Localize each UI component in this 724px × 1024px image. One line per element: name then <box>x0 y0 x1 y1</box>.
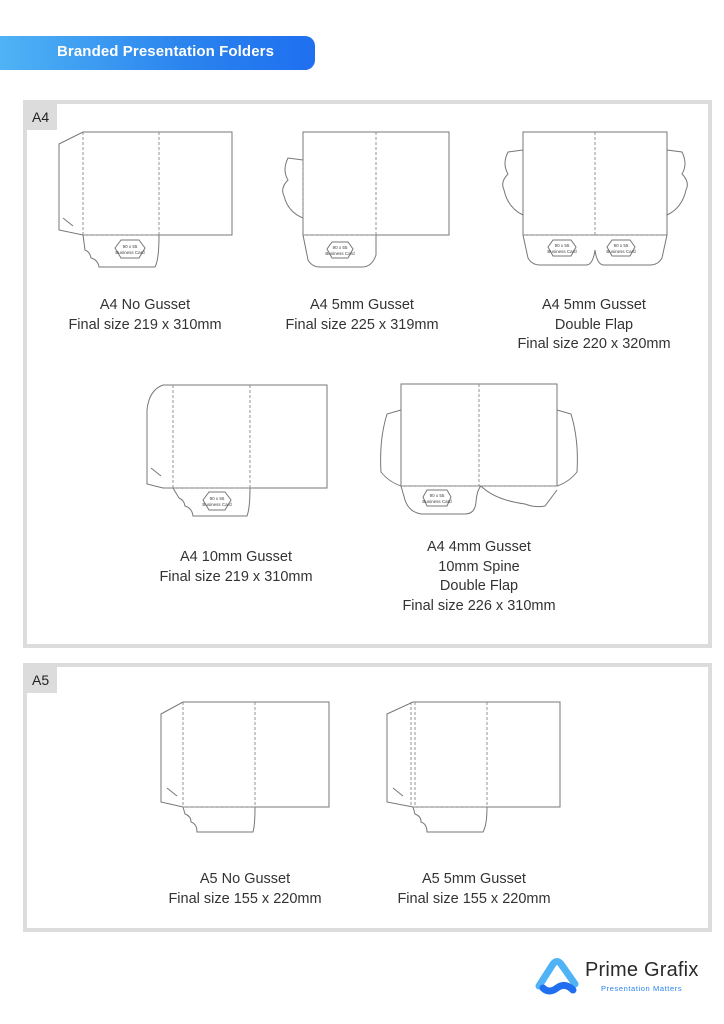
caption-a4-double-flap <box>494 296 694 355</box>
card-slot-label: Business Card <box>115 250 145 255</box>
section-tag-a5: A5 <box>27 667 57 693</box>
caption-a5-5mm-gusset <box>374 870 574 909</box>
folder-dieline-a5-5mm-gusset <box>383 700 565 840</box>
folder-dieline-a4-no-gusset <box>55 130 237 275</box>
caption-a4-10mm-gusset <box>136 548 336 587</box>
caption-line: 10mm Spine <box>438 558 520 575</box>
caption-line: A4 No Gusset <box>99 297 191 313</box>
caption-line: Double Flap <box>554 316 634 333</box>
caption-line: Final size 219 x 310mm <box>68 316 222 333</box>
caption-a4-no-gusset <box>45 296 245 335</box>
title-banner <box>0 36 315 70</box>
card-slot-label: Business Card <box>202 502 232 507</box>
card-slot-size: 90 x 55 <box>613 243 629 248</box>
card-slot-size: 90 x 55 <box>429 493 445 498</box>
card-slot-label: Business Card <box>547 249 577 254</box>
caption-line: Final size 225 x 319mm <box>285 316 439 333</box>
folder-dieline-a4-10mm-gusset <box>143 380 333 528</box>
caption-line: Final size 155 x 220mm <box>168 890 322 907</box>
caption-line: Double Flap <box>439 578 519 594</box>
card-slot-label: Business Card <box>606 249 636 254</box>
card-slot-label: Business Card <box>422 499 452 504</box>
caption-line: Final size 226 x 310mm <box>402 597 556 614</box>
caption-a4-5mm-gusset <box>262 296 462 335</box>
card-slot-size: 90 x 55 <box>332 245 348 250</box>
caption-line: Final size 155 x 220mm <box>397 890 551 907</box>
brand-name: Prime Grafix <box>585 959 699 981</box>
caption-line: Final size 219 x 310mm <box>159 568 313 585</box>
caption-a5-no-gusset <box>145 870 345 909</box>
caption-line: A5 5mm Gusset <box>422 871 526 887</box>
a5-section <box>23 663 712 932</box>
caption-line: A4 5mm Gusset <box>310 297 414 313</box>
folder-dieline-a4-5mm-gusset <box>280 130 455 275</box>
caption-line: A4 4mm Gusset <box>427 539 531 555</box>
caption-line: A4 10mm Gusset <box>179 549 292 565</box>
folder-dieline-a4-double-flap <box>498 130 698 275</box>
card-slot-size: 90 x 55 <box>209 496 225 501</box>
brand-tagline: Presentation Matters <box>601 984 683 993</box>
brand-mark-icon <box>535 958 581 998</box>
page-title: Branded Presentation Folders <box>57 43 275 60</box>
folder-dieline-a4-spine-double-flap <box>375 380 585 522</box>
card-slot-size: 90 x 55 <box>122 244 138 249</box>
caption-a4-spine-double-flap <box>379 538 579 616</box>
caption-line: A5 No Gusset <box>199 871 291 887</box>
folder-dieline-a5-no-gusset <box>157 700 335 840</box>
card-slot-label: Business Card <box>325 251 355 256</box>
caption-line: A4 5mm Gusset <box>542 297 646 313</box>
card-slot-size: 90 x 55 <box>554 243 570 248</box>
brand-logo <box>535 958 715 998</box>
caption-line: Final size 220 x 320mm <box>517 336 671 352</box>
section-tag-a4: A4 <box>27 104 57 130</box>
